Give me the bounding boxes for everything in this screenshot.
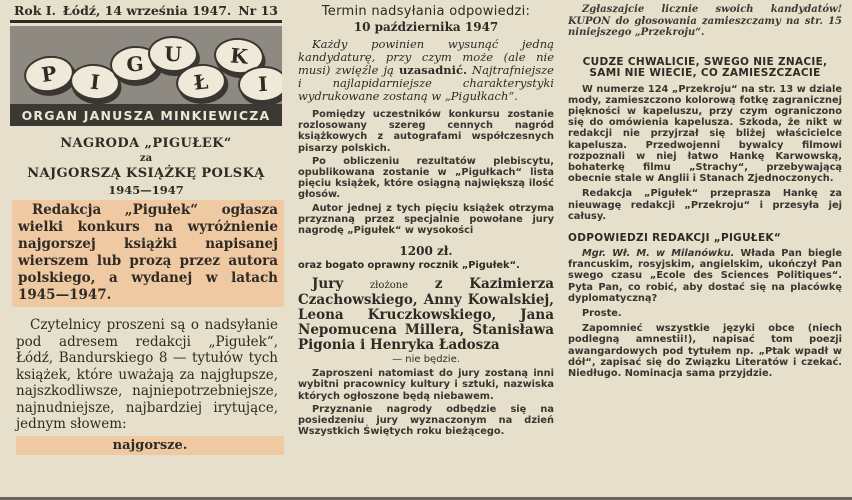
editorial-answer: Proste. bbox=[582, 307, 622, 319]
column-right bbox=[558, 0, 852, 500]
pill-icon: P bbox=[22, 53, 77, 96]
italic-intro: Każdy powinien wysunąć jedną kandydaturę, przy czym może (ale nie musi) zwięźle ją uzasadnić. Najtrafniejsze i najlapidarniejsze charakterystyki wydrukowane zostaną w „Pigułkach“. bbox=[298, 37, 554, 103]
body-paragraph: Przyznanie nagrody odbędzie się na posiedzeniu jury wyznaczonym na dzień Wszystkich Świętych roku bieżącego. bbox=[298, 403, 554, 438]
announcement-text: Redakcja „Pigułek“ ogłasza wielki konkurs na wyróżnienie najgorszej książki napisanej wierszem lub prozą przez autora polskiego, a wydanej w latach 1945—1947. bbox=[18, 202, 278, 303]
section-title: ODPOWIEDZI REDAKCJI „PIGUŁEK“ bbox=[568, 231, 782, 244]
body-paragraph: Zaproszeni natomiast do jury zostaną inni wybitni pracownicy kultury i sztuki, nazwiska których ogłoszone będą niebawem. bbox=[298, 368, 554, 402]
coupon-call: Zgłaszajcie licznie swoich kandydatów! KUPON do głosowania zamieszczamy na str. 15 niniejszego „Przekroju“. bbox=[568, 4, 842, 38]
reader-question: Mgr. Wł. M. w Milanówku. Włada Pan biegle francuskim, rosyjskim, angielskim, ukończył Pan swego czasu „Ecole des Sciences Politiques“. Pyta Pan, co robić, aby dostać się na placówkę dyplomatyczną? bbox=[568, 247, 842, 304]
section-body bbox=[568, 248, 842, 379]
pill-icon: G bbox=[109, 44, 161, 83]
prize-extra: oraz bogato oprawny rocznik „Pigułek“. bbox=[298, 260, 520, 272]
deadline-label: Termin nadsyłania odpowiedzi: bbox=[321, 4, 531, 19]
masthead-logo bbox=[10, 26, 282, 104]
pill-icon: U bbox=[147, 35, 198, 73]
volume-year: Rok I. bbox=[14, 3, 56, 18]
article-heading-za: za bbox=[139, 153, 153, 164]
editorial-answer: Zapomnieć wszystkie języki obce (niech podlegną amnestii!), napisać tom poezji awangardowych pod tytułem np. „Ptak wpadł w dół“, zapisać się do Związku Literatów i czekać. Niedługo. Nominacja sama przyjdzie. bbox=[568, 323, 842, 379]
section-body bbox=[568, 84, 842, 222]
body-paragraph: Po obliczeniu rezultatów plebiscytu, opublikowana zostanie w „Pigułkach“ lista pięciu książek, które osiągną największą ilość głosów. bbox=[298, 155, 554, 201]
closing-text bbox=[298, 368, 554, 437]
body-paragraph: Autor jednej z tych pięciu książek otrzyma przyznaną przez specjalnie powołane jury nagrodę „Pigułek“ w wysokości bbox=[298, 202, 554, 237]
deadline-date: 10 października 1947 bbox=[353, 20, 499, 34]
pill-icon: I bbox=[68, 61, 121, 102]
prize-amount: 1200 zł. bbox=[399, 244, 453, 259]
article-years: 1945—1947 bbox=[108, 183, 184, 197]
jury-paragraph: Jury złożone z Kazimierza Czachowskiego, Anny Kowalskiej, Leona Kruczkowskiego, Jana Nepomucena Millera, Stanisława Pigonia i Henryka Ładosza bbox=[298, 276, 555, 354]
announcement-box bbox=[12, 200, 284, 307]
pill-icon: Ł bbox=[174, 61, 227, 102]
article-body bbox=[16, 317, 278, 433]
rules-text bbox=[298, 109, 554, 236]
body-paragraph: Redakcja „Pigułek“ przeprasza Hankę za nieuwagę redakcji „Przekroju“ i przesyła jej całusy. bbox=[568, 188, 842, 222]
body-paragraph: Pomiędzy uczestników konkursu zostanie rozlosowany szereg cennych nagród książkowych z autografami współczesnych pisarzy polskich. bbox=[298, 109, 554, 154]
final-word-box: najgorsze. bbox=[16, 436, 284, 455]
body-paragraph: W numerze 124 „Przekroju“ na str. 13 w dziale mody, zamieszczono kolorową fotkę zagranicznej piękności w kapeluszu, przy czym ograniczono się do omówienia kapelusza. Szkoda, że nikt w redakcji nie przyjrzał się bliżej właścicielce kapelusza. Przedwojenni bywalcy filmowi rozpoznali w niej łatwo Hankę Karwowską, bohaterkę filmu „Strachy“, przebywającą obecnie stale w Anglii i Stanach Zjednoczonych. bbox=[568, 83, 842, 185]
body-paragraph: Czytelnicy proszeni są o nadsyłanie pod adresem redakcji „Pigułek“, Łódź, Bandurskiego 8 — tytułów tych książek, które uważają za najgłupsze, najszkodliwsze, najniepotrzebniejsze, najnudniejsze, najbardziej irytujące, jednym słowem: bbox=[16, 317, 278, 432]
pill-icon: K bbox=[213, 36, 266, 76]
article-heading-2: NAJGORSZĄ KSIĄŻKĘ POLSKĄ bbox=[27, 166, 265, 181]
jury-tail: — nie będzie. bbox=[392, 354, 460, 366]
pill-icon: I bbox=[237, 65, 282, 104]
section-title: CUDZE CHWALICIE, SWEGO NIE ZNACIE, SAMI NIE WIECIE, CO ZAMIESZCZACIE bbox=[582, 55, 828, 79]
masthead-subtitle: ORGAN JANUSZA MINKIEWICZA bbox=[10, 104, 282, 126]
dateline bbox=[8, 0, 284, 17]
masthead-rule bbox=[10, 20, 282, 23]
issue-number: Nr 13 bbox=[238, 3, 278, 18]
article-heading: NAGRODA „PIGUŁEK“ bbox=[60, 136, 232, 151]
column-left bbox=[0, 0, 290, 500]
place-date: Łódź, 14 września 1947. bbox=[62, 3, 232, 18]
column-middle bbox=[290, 0, 558, 500]
